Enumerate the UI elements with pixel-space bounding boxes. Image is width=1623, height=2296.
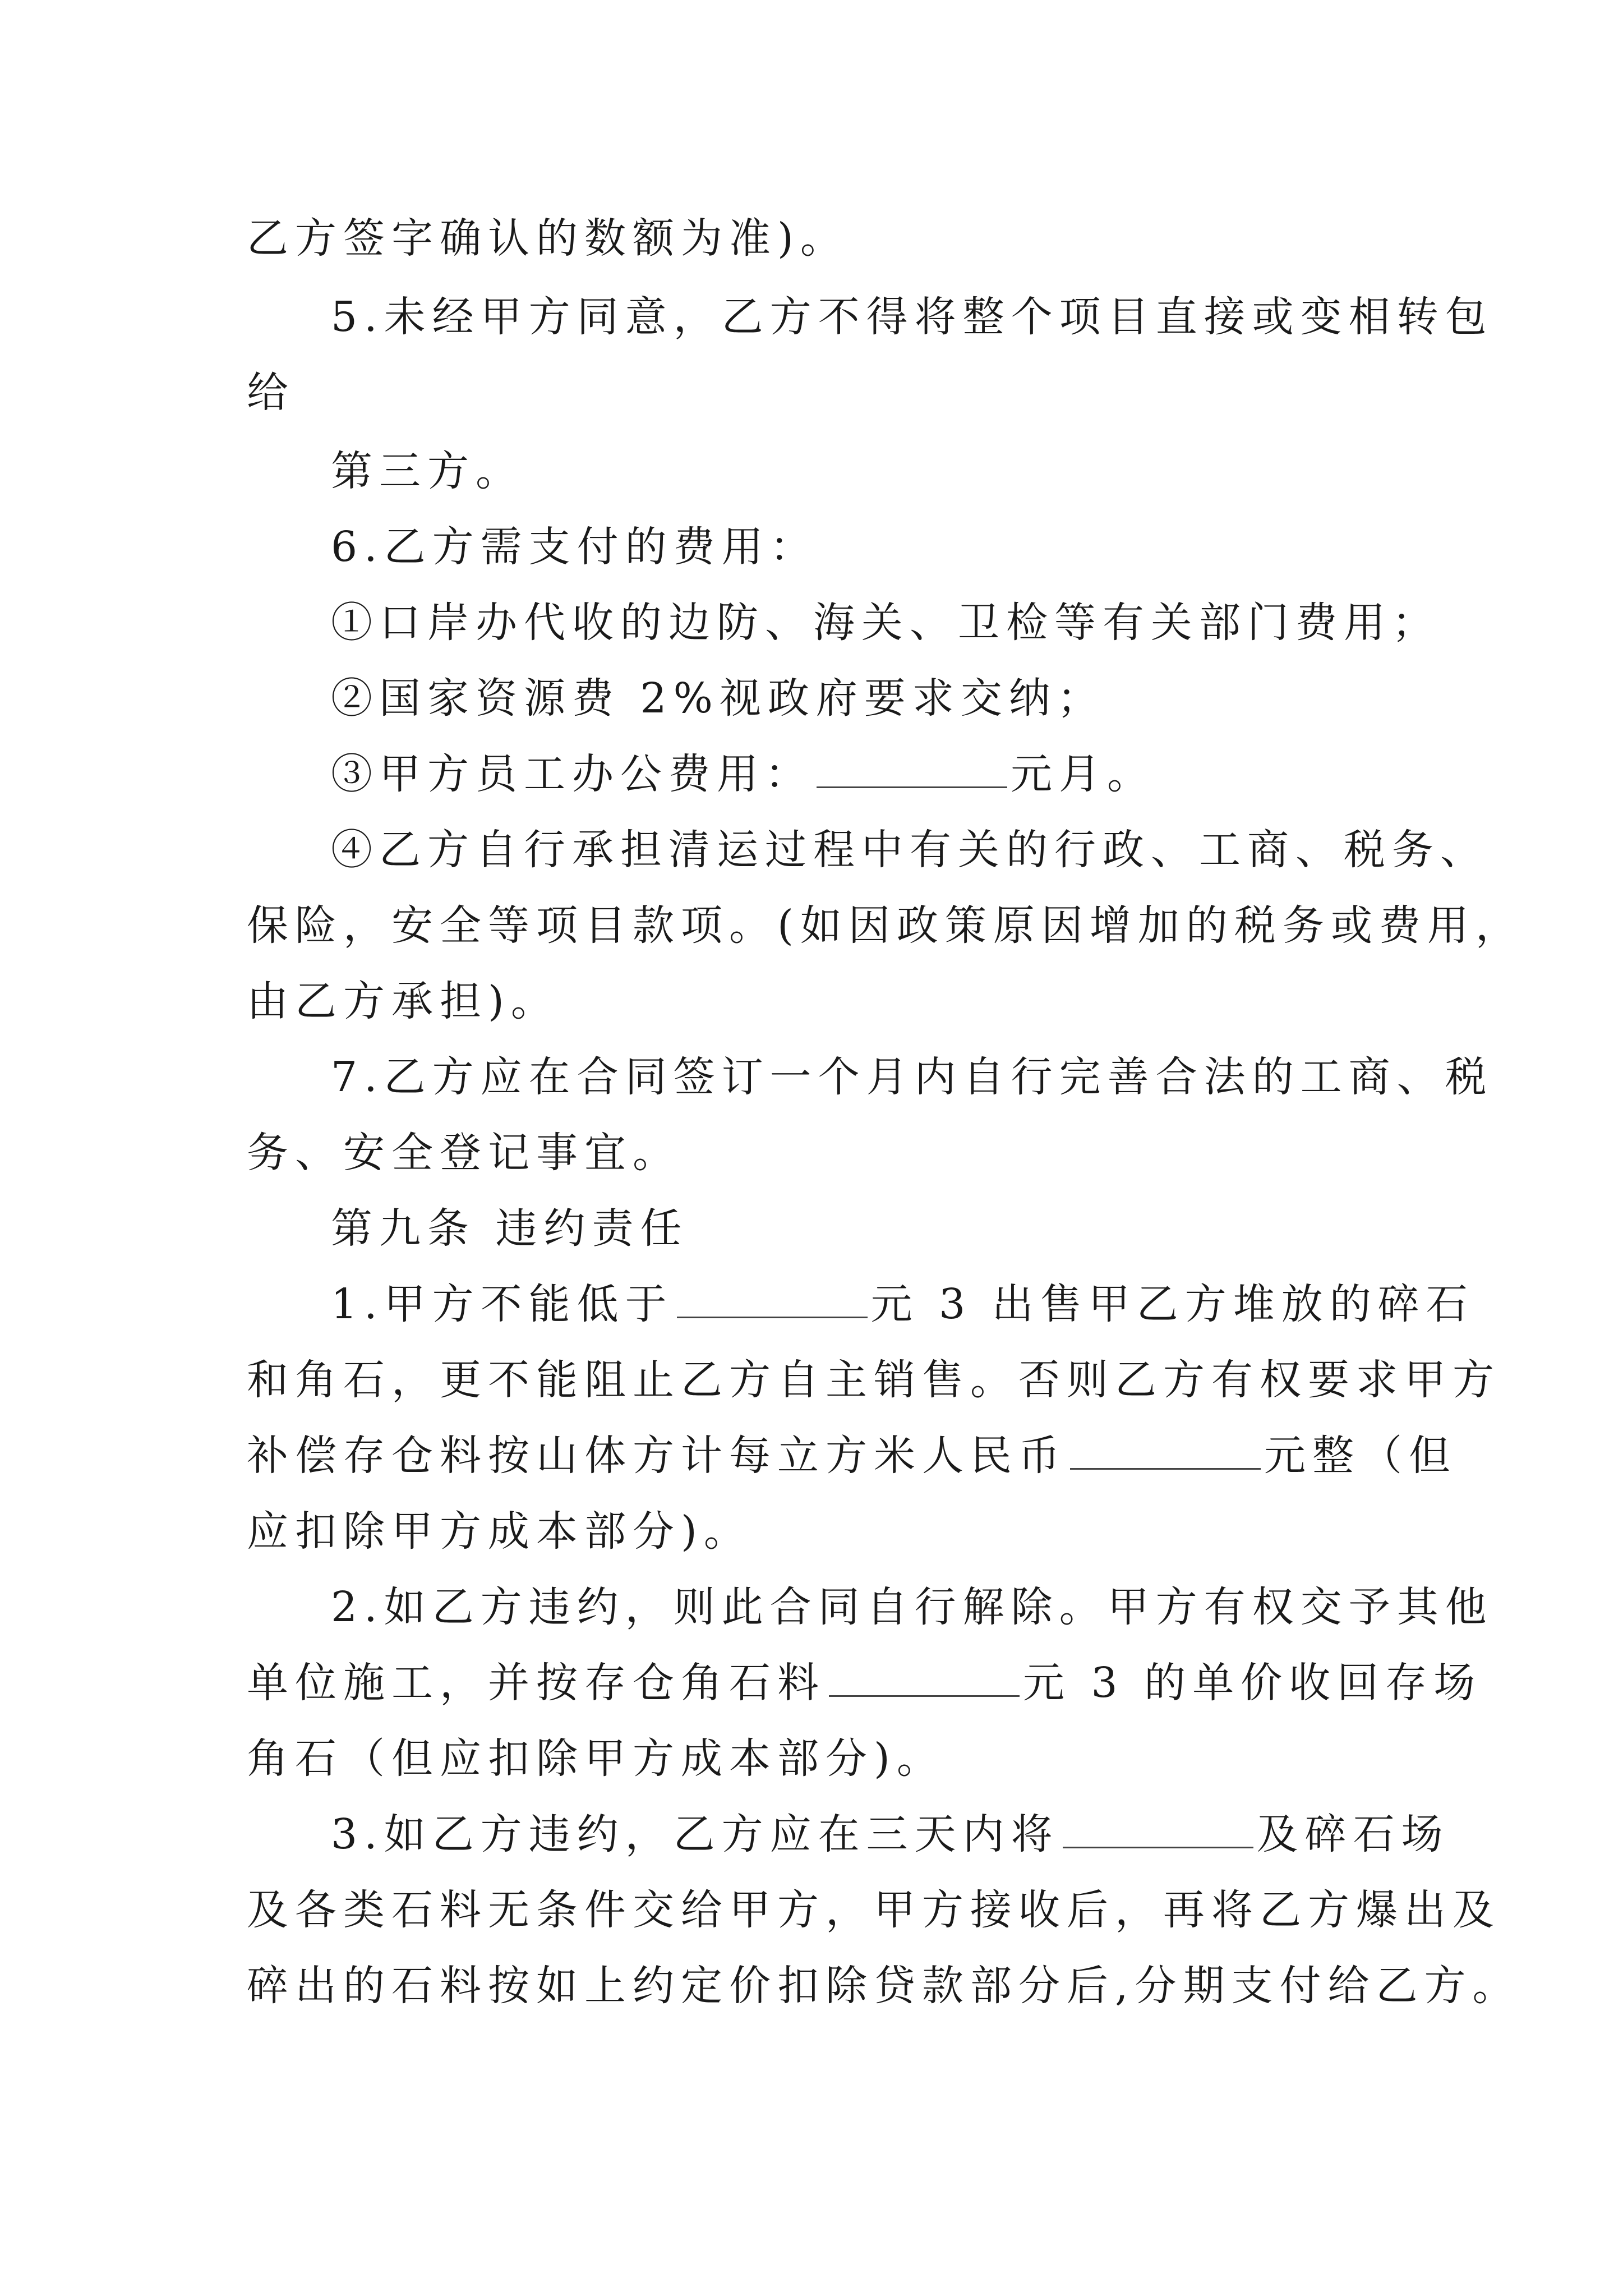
breach-3-text-a: 3.如乙方违约，乙方应在三天内将 [331,1810,1059,1858]
section-heading: 第九条 违约责任 [331,1204,689,1253]
fill-in-blank [817,784,1007,788]
breach-1-text-b: 元 3 出售甲乙方堆放的碎石 [870,1280,1474,1328]
breach-1-line-4: 应扣除甲方成本部分)。 [247,1507,752,1556]
breach-2-text-a: 单位施工，并按存仓角石料 [247,1659,826,1707]
clause-6-item-2: ②国家资源费 2%视政府要求交纳； [331,674,1105,723]
clause-5-line-1: 5.未经甲方同意，乙方不得将整个项目直接或变相转包 [331,293,1493,341]
fill-in-blank [1070,1466,1261,1470]
item-3-unit: 元月。 [1011,750,1155,798]
breach-2-text-b: 元 3 的单价收回存场 [1023,1659,1482,1707]
item-3-label: ③甲方员工办公费用： [331,750,813,798]
clause-6-item-4-line-3: 由乙方承担)。 [247,977,559,1025]
clause-7-line-2: 务、安全登记事宜。 [247,1129,681,1177]
clause-6-item-4-line-2: 保险，安全等项目款项。(如因政策原因增加的税务或费用， [247,901,1524,950]
breach-1-line-2: 和角石，更不能阻止乙方自主销售。否则乙方有权要求甲方 [247,1356,1501,1404]
breach-3-line-1 [331,1806,1450,1862]
paragraph-line: 乙方签字确认的数额为准)。 [247,214,849,263]
breach-3-line-3: 碎出的石料按如上约定价扣除贷款部分后,分期支付给乙方。 [247,1962,1521,2010]
breach-2-line-3: 角石（但应扣除甲方成本部分)。 [247,1734,945,1783]
breach-1-text-a: 1.甲方不能低于 [331,1280,674,1328]
breach-2-line-1: 2.如乙方违约，则此合同自行解除。甲方有权交予其他 [331,1583,1493,1631]
clause-6-item-4-line-1: ④乙方自行承担清运过程中有关的行政、工商、税务、 [331,826,1488,874]
fill-in-blank [1063,1844,1253,1848]
breach-1-text-d: 元整（但 [1264,1432,1457,1480]
breach-3-line-2: 及各类石料无条件交给甲方，甲方接收后，再将乙方爆出及 [247,1886,1501,1934]
clause-6-item-3 [331,746,1155,802]
fill-in-blank [677,1314,868,1318]
breach-1-text-c: 补偿存仓料按山体方计每立方米人民币 [247,1432,1067,1480]
clause-6-item-1: ①口岸办代收的边防、海关、卫检等有关部门费用； [331,599,1440,647]
fill-in-blank [829,1693,1020,1697]
clause-6-heading: 6.乙方需支付的费用： [331,523,818,571]
breach-1-line-1 [331,1276,1474,1332]
clause-7-line-1: 7.乙方应在合同签订一个月内自行完善合法的工商、税 [331,1053,1493,1101]
breach-2-line-2 [247,1655,1482,1711]
breach-3-text-b: 及碎石场 [1256,1810,1450,1858]
breach-1-line-3 [247,1428,1457,1484]
clause-5-line-2: 给 [247,369,295,417]
clause-5-line-3: 第三方。 [331,447,524,495]
